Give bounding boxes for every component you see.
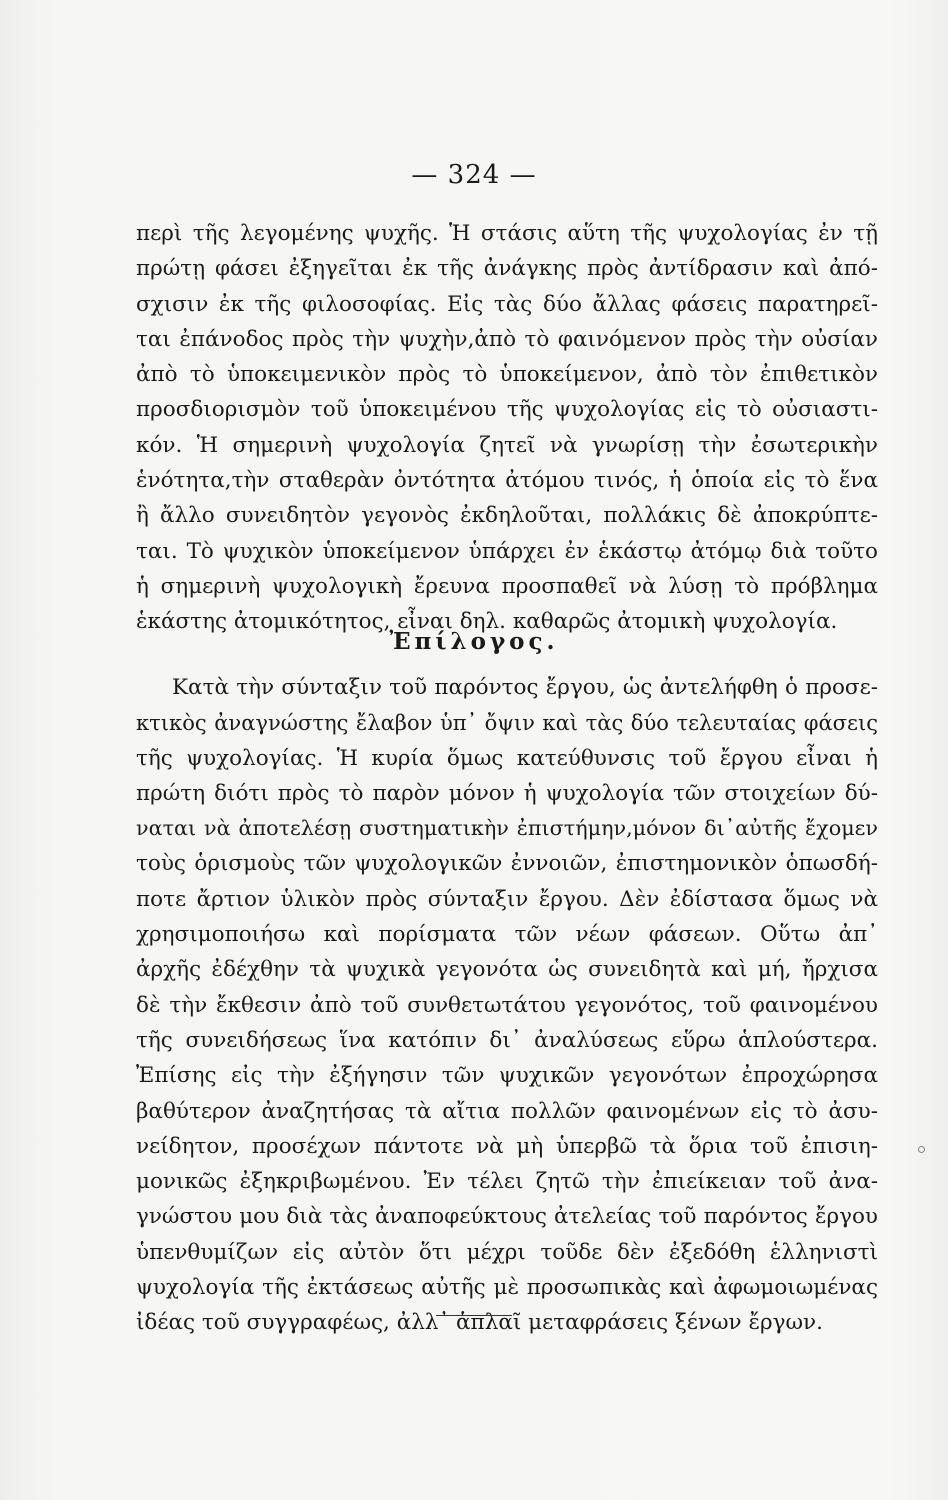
text-line: ἀπὸ τὸ ὑποκειμενικὸν πρὸς τὸ ὑποκείμενον, ἀπὸ τὸν ἐπιθετικὸν <box>136 362 878 388</box>
text-line: ἑκάστης ἀτομικότητος, εἶναι δηλ. καθαρῶς ἀτομικὴ ψυχολογία. <box>136 609 838 635</box>
text-line: ται ἐπάνοδος πρὸς τὴν ψυχὴν,ἀπὸ τὸ φαινόμενον πρὸς τὴν οὐσίαν <box>136 326 878 352</box>
text-line: πρώτη διότι πρὸς τὸ παρὸν μόνον ἡ ψυχολογία τῶν στοιχείων δύ- <box>136 780 878 806</box>
text-line: κτικὸς ἀναγνώστης ἔλαβον ὑπ᾽ ὄψιν καὶ τὰς δύο τελευταίας φάσεις <box>136 710 878 736</box>
text-line: γνώστου μου διὰ τὰς ἀναποφεύκτους ἀτελείας τοῦ παρόντος ἔργου <box>136 1204 878 1230</box>
text-line: ποτε ἄρτιον ὑλικὸν πρὸς σύνταξιν ἔργου. Δὲν ἐδίστασα ὅμως νὰ <box>136 886 878 912</box>
text-line: κόν. Ἡ σημερινὴ ψυχολογία ζητεῖ νὰ γνωρίσῃ τὴν ἐσωτερικὴν <box>136 432 878 458</box>
text-line: τῆς συνειδήσεως ἵνα κατόπιν δι᾽ ἀναλύσεως εὕρω ἁπλούστερα. <box>136 1027 878 1053</box>
text-line: ὑπενθυμίζων εἰς αὐτὸν ὅτι μέχρι τοῦδε δὲν ἐξεδόθη ἑλληνιστὶ <box>136 1239 878 1265</box>
text-line: Κατὰ τὴν σύνταξιν τοῦ παρόντος ἔργου, ὡς ἀντελήφθη ὁ προσε- <box>172 675 878 700</box>
text-line: χρησιμοποιήσω καὶ πορίσματα τῶν νέων φάσεων. Οὕτω ἀπ᾽ <box>136 922 878 948</box>
end-rule <box>436 1315 512 1316</box>
text-line: ἀρχῆς ἐδέχθην τὰ ψυχικὰ γεγονότα ὡς συνειδητὰ καὶ μή, ἤρχισα <box>136 957 878 983</box>
text-line: μονικῶς ἐξηκριβωμένου. Ἐν τέλει ζητῶ τὴν ἐπιείκειαν τοῦ ἀνα- <box>136 1169 878 1195</box>
text-line: τοὺς ὁρισμοὺς τῶν ψυχολογικῶν ἐννοιῶν, ἐπιστημονικὸν ὁπωσδή- <box>136 851 878 877</box>
text-line: ται. Τὸ ψυχικὸν ὑποκείμενον ὑπάρχει ἐν ἑκάστῳ ἀτόμῳ διὰ τοῦτο <box>136 538 878 564</box>
text-line: πρώτῃ φάσει ἐξηγεῖται ἐκ τῆς ἀνάγκης πρὸς ἀντίδρασιν καὶ ἀπό- <box>136 256 878 282</box>
text-line: ἰδέας τοῦ συγγραφέως, ἀλλ᾽ ἁπλαῖ μεταφράσεις ξένων ἔργων. <box>136 1310 823 1336</box>
paper-speck <box>918 1146 925 1153</box>
text-line: βαθύτερον ἀναζητήσας τὰ αἴτια πολλῶν φαινομένων εἰς τὸ ἀσυ- <box>136 1098 878 1124</box>
text-line: ἢ ἄλλο συνειδητὸν γεγονὸς ἐκδηλοῦται, πολλάκις δὲ ἀποκρύπτε- <box>136 503 878 529</box>
section-heading: Ἐπίλογος. <box>389 628 559 655</box>
text-line: τῆς ψυχολογίας. Ἡ κυρία ὅμως κατεύθυνσις τοῦ ἔργου εἶναι ἡ <box>136 745 878 771</box>
text-line: Ἐπίσης εἰς τὴν ἐξήγησιν τῶν ψυχικῶν γεγονότων ἐπροχώρησα <box>136 1063 878 1089</box>
page-number: — 324 — <box>411 160 537 190</box>
text-line: ναται νὰ ἀποτελέσῃ συστηματικὴν ἐπιστήμην,μόνον δι᾽αὐτῆς ἔχομεν <box>136 816 878 841</box>
text-line: ἑνότητα,τὴν σταθερὰν ὀντότητα ἀτόμου τινός, ἡ ὁποία εἰς τὸ ἕνα <box>136 468 878 494</box>
paragraph-one <box>136 216 878 640</box>
text-line: σχισιν ἐκ τῆς φιλοσοφίας. Εἰς τὰς δύο ἄλλας φάσεις παρατηρεῖ- <box>136 291 878 317</box>
text-line: προσδιορισμὸν τοῦ ὑποκειμένου τῆς ψυχολογίας εἰς τὸ οὐσιαστι- <box>136 397 878 423</box>
text-line: περὶ τῆς λεγομένης ψυχῆς. Ἡ στάσις αὕτη τῆς ψυχολογίας ἐν τῇ <box>136 221 878 246</box>
paragraph-two <box>136 670 878 1341</box>
text-line: ψυχολογία τῆς ἐκτάσεως αὐτῆς μὲ προσωπικὰς καὶ ἀφωμοιωμένας <box>136 1275 878 1301</box>
text-line: δὲ τὴν ἔκθεσιν ἀπὸ τοῦ συνθετωτάτου γεγονότος, τοῦ φαινομένου <box>136 992 878 1018</box>
text-line: ἡ σημερινὴ ψυχολογικὴ ἔρευνα προσπαθεῖ νὰ λύσῃ τὸ πρόβλημα <box>136 573 878 599</box>
text-line: νείδητον, προσέχων πάντοτε νὰ μὴ ὑπερβῶ τὰ ὅρια τοῦ ἐπισιη- <box>136 1133 878 1159</box>
